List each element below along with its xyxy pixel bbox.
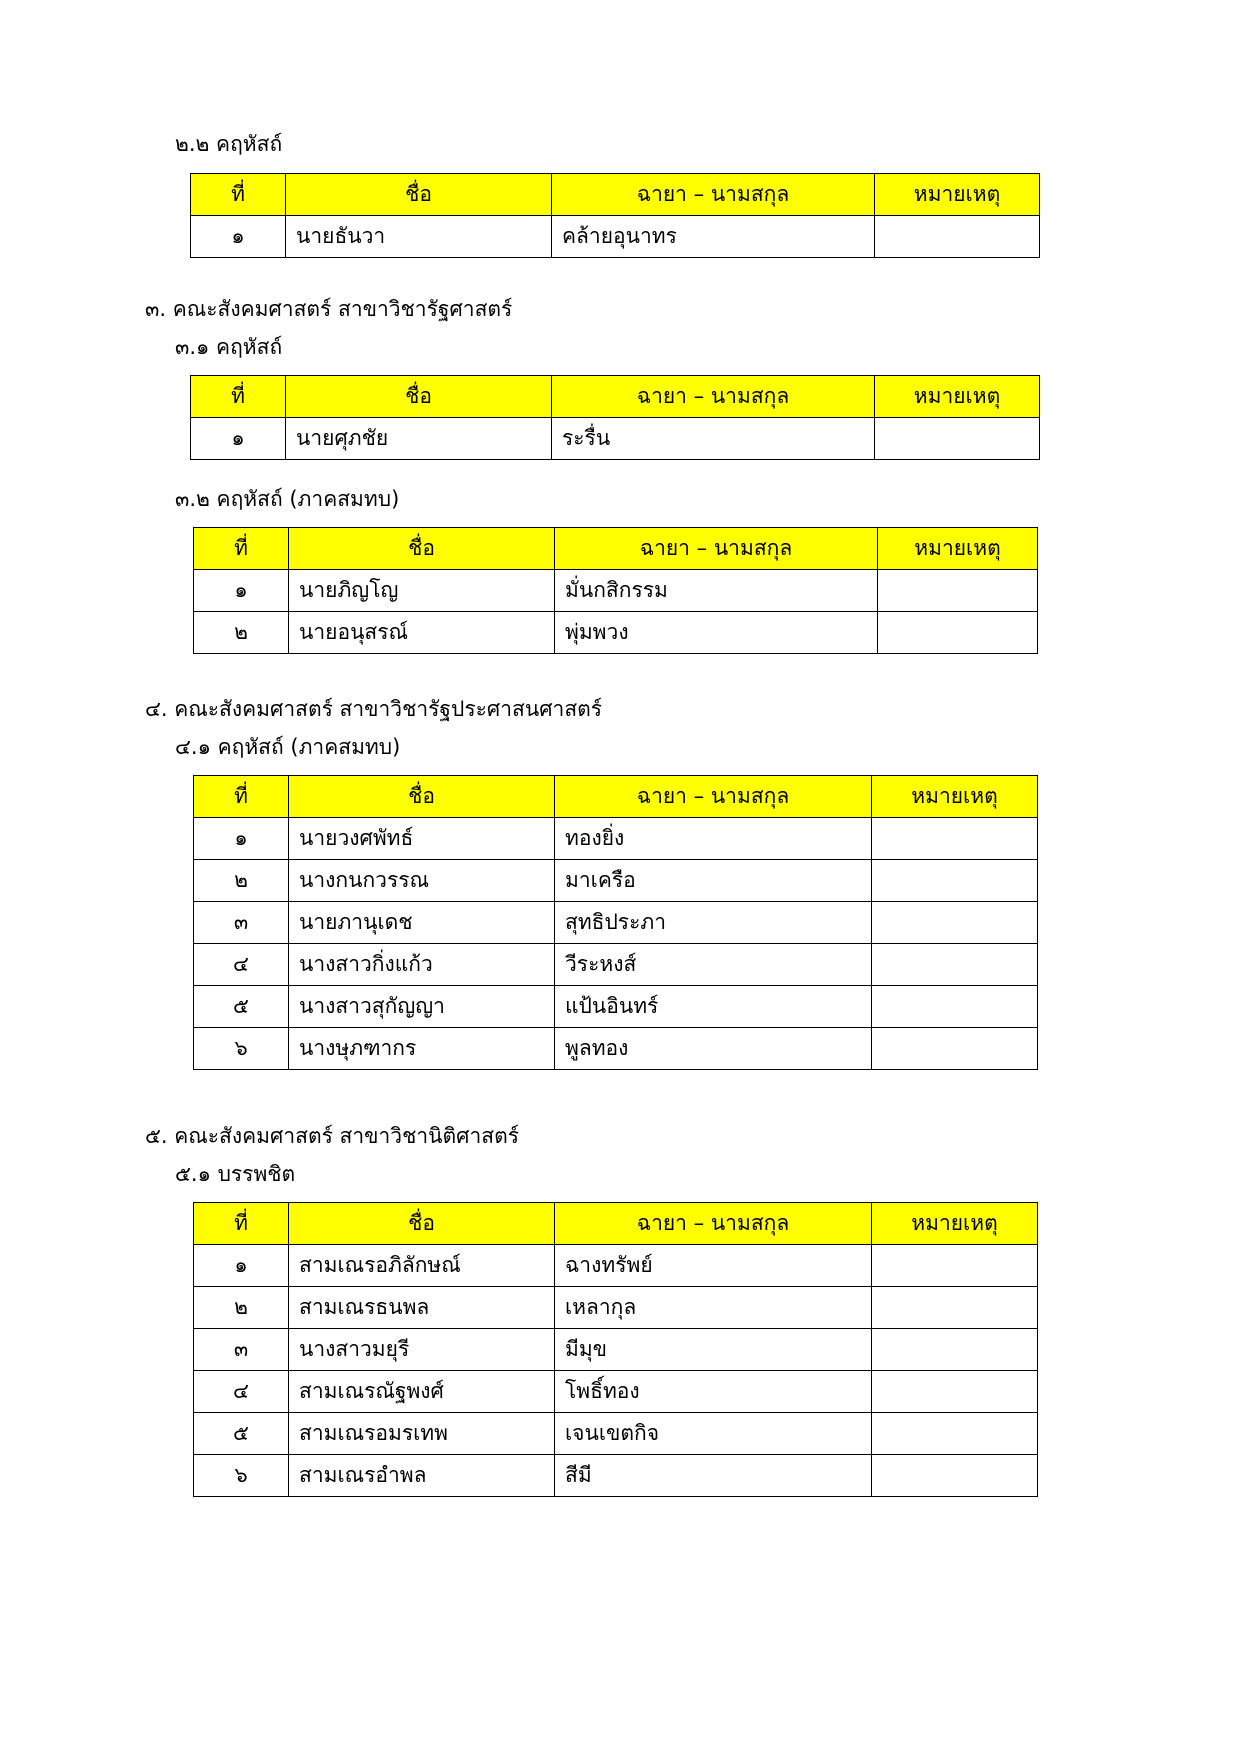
row-name: สามเณรอำพล: [289, 1455, 555, 1497]
header-name: ชื่อ: [286, 376, 552, 418]
header-surname: ฉายา – นามสกุล: [552, 376, 875, 418]
row-surname: เหลากุล: [555, 1287, 872, 1329]
row-note: [872, 1329, 1038, 1371]
row-note: [872, 1371, 1038, 1413]
row-surname: มั่นกสิกรรม: [555, 570, 878, 612]
row-surname: วีระหงส์: [555, 944, 872, 986]
row-name: นางกนกวรรณ: [289, 860, 555, 902]
faculty-heading: ๕. คณะสังคมศาสตร์ สาขาวิชานิติศาสตร์: [145, 1124, 519, 1148]
table-row: [191, 418, 1040, 460]
row-note: [872, 1287, 1038, 1329]
header-surname: ฉายา – นามสกุล: [552, 174, 875, 216]
row-surname: มาเครือ: [555, 860, 872, 902]
table-row: [194, 1413, 1038, 1455]
row-name: นางสาวมยุรี: [289, 1329, 555, 1371]
section-title: ๔.๑ คฤหัสถ์ (ภาคสมทบ): [175, 735, 401, 759]
table-row: [194, 1028, 1038, 1070]
row-surname: พุ่มพวง: [555, 612, 878, 654]
row-number: ๔: [194, 944, 289, 986]
row-note: [875, 216, 1040, 258]
row-surname: เจนเขตกิจ: [555, 1413, 872, 1455]
row-note: [872, 1028, 1038, 1070]
row-name: นางษุภฑากร: [289, 1028, 555, 1070]
row-note: [872, 902, 1038, 944]
section-title: ๒.๒ คฤหัสถ์: [175, 132, 283, 156]
header-name: ชื่อ: [289, 1203, 555, 1245]
row-number: ๕: [194, 1413, 289, 1455]
row-note: [872, 1455, 1038, 1497]
row-name: สามเณรอภิลักษณ์: [289, 1245, 555, 1287]
table-row: [194, 1455, 1038, 1497]
header-number: ที่: [194, 776, 289, 818]
header-surname: ฉายา – นามสกุล: [555, 776, 872, 818]
header-number: ที่: [191, 376, 286, 418]
row-note: [872, 1245, 1038, 1287]
table-row: [194, 902, 1038, 944]
roster-table: [190, 375, 1040, 460]
row-surname: สีมี: [555, 1455, 872, 1497]
table-header-row: [191, 376, 1040, 418]
header-name: ชื่อ: [289, 776, 555, 818]
row-note: [872, 944, 1038, 986]
faculty-heading: ๔. คณะสังคมศาสตร์ สาขาวิชารัฐประศาสนศาสตร์: [145, 697, 603, 721]
row-number: ๑: [194, 570, 289, 612]
row-number: ๑: [194, 1245, 289, 1287]
roster-table: [190, 173, 1040, 258]
row-number: ๓: [194, 902, 289, 944]
row-surname: สุทธิประภา: [555, 902, 872, 944]
row-note: [872, 986, 1038, 1028]
row-number: ๑: [194, 818, 289, 860]
row-note: [878, 570, 1038, 612]
header-number: ที่: [194, 1203, 289, 1245]
section-title: ๕.๑ บรรพชิต: [175, 1162, 296, 1186]
header-note: หมายเหตุ: [872, 776, 1038, 818]
header-name: ชื่อ: [289, 528, 555, 570]
row-name: นางสาวกิ่งแก้ว: [289, 944, 555, 986]
row-note: [872, 1413, 1038, 1455]
row-number: ๕: [194, 986, 289, 1028]
row-surname: แป้นอินทร์: [555, 986, 872, 1028]
table-row: [194, 1329, 1038, 1371]
row-name: นายภานุเดช: [289, 902, 555, 944]
row-note: [878, 612, 1038, 654]
row-name: นายอนุสรณ์: [289, 612, 555, 654]
row-number: ๑: [191, 216, 286, 258]
row-number: ๒: [194, 612, 289, 654]
row-surname: คล้ายอุนาทร: [552, 216, 875, 258]
row-number: ๔: [194, 1371, 289, 1413]
table-row: [194, 1245, 1038, 1287]
section-title: ๓.๑ คฤหัสถ์: [175, 335, 283, 359]
row-number: ๖: [194, 1455, 289, 1497]
row-number: ๓: [194, 1329, 289, 1371]
row-name: สามเณรธนพล: [289, 1287, 555, 1329]
roster-table: [193, 775, 1038, 1070]
header-surname: ฉายา – นามสกุล: [555, 528, 878, 570]
faculty-heading: ๓. คณะสังคมศาสตร์ สาขาวิชารัฐศาสตร์: [145, 297, 513, 321]
row-number: ๒: [194, 860, 289, 902]
header-number: ที่: [194, 528, 289, 570]
row-name: สามเณรอมรเทพ: [289, 1413, 555, 1455]
table-header-row: [194, 528, 1038, 570]
row-number: ๖: [194, 1028, 289, 1070]
table-row: [194, 860, 1038, 902]
table-row: [194, 612, 1038, 654]
table-header-row: [194, 1203, 1038, 1245]
row-number: ๒: [194, 1287, 289, 1329]
row-name: นายภิญโญ: [289, 570, 555, 612]
table-row: [191, 216, 1040, 258]
header-name: ชื่อ: [286, 174, 552, 216]
header-note: หมายเหตุ: [878, 528, 1038, 570]
table-row: [194, 986, 1038, 1028]
roster-table: [193, 1202, 1038, 1497]
row-surname: ทองยิ่ง: [555, 818, 872, 860]
header-note: หมายเหตุ: [875, 174, 1040, 216]
row-note: [872, 860, 1038, 902]
table-row: [194, 818, 1038, 860]
table-header-row: [194, 776, 1038, 818]
row-surname: พูลทอง: [555, 1028, 872, 1070]
row-note: [872, 818, 1038, 860]
row-surname: ฉางทรัพย์: [555, 1245, 872, 1287]
row-note: [875, 418, 1040, 460]
row-name: นางสาวสุกัญญา: [289, 986, 555, 1028]
table-row: [194, 1287, 1038, 1329]
row-name: นายวงศพัทธ์: [289, 818, 555, 860]
header-note: หมายเหตุ: [872, 1203, 1038, 1245]
table-header-row: [191, 174, 1040, 216]
row-name: นายธันวา: [286, 216, 552, 258]
row-surname: โพธิ์ทอง: [555, 1371, 872, 1413]
row-name: นายศุภชัย: [286, 418, 552, 460]
header-note: หมายเหตุ: [875, 376, 1040, 418]
table-row: [194, 570, 1038, 612]
table-row: [194, 1371, 1038, 1413]
header-number: ที่: [191, 174, 286, 216]
header-surname: ฉายา – นามสกุล: [555, 1203, 872, 1245]
row-surname: มีมุข: [555, 1329, 872, 1371]
row-name: สามเณรณัฐพงศ์: [289, 1371, 555, 1413]
row-number: ๑: [191, 418, 286, 460]
section-title: ๓.๒ คฤหัสถ์ (ภาคสมทบ): [175, 487, 400, 511]
row-surname: ระรื่น: [552, 418, 875, 460]
table-row: [194, 944, 1038, 986]
roster-table: [193, 527, 1038, 654]
